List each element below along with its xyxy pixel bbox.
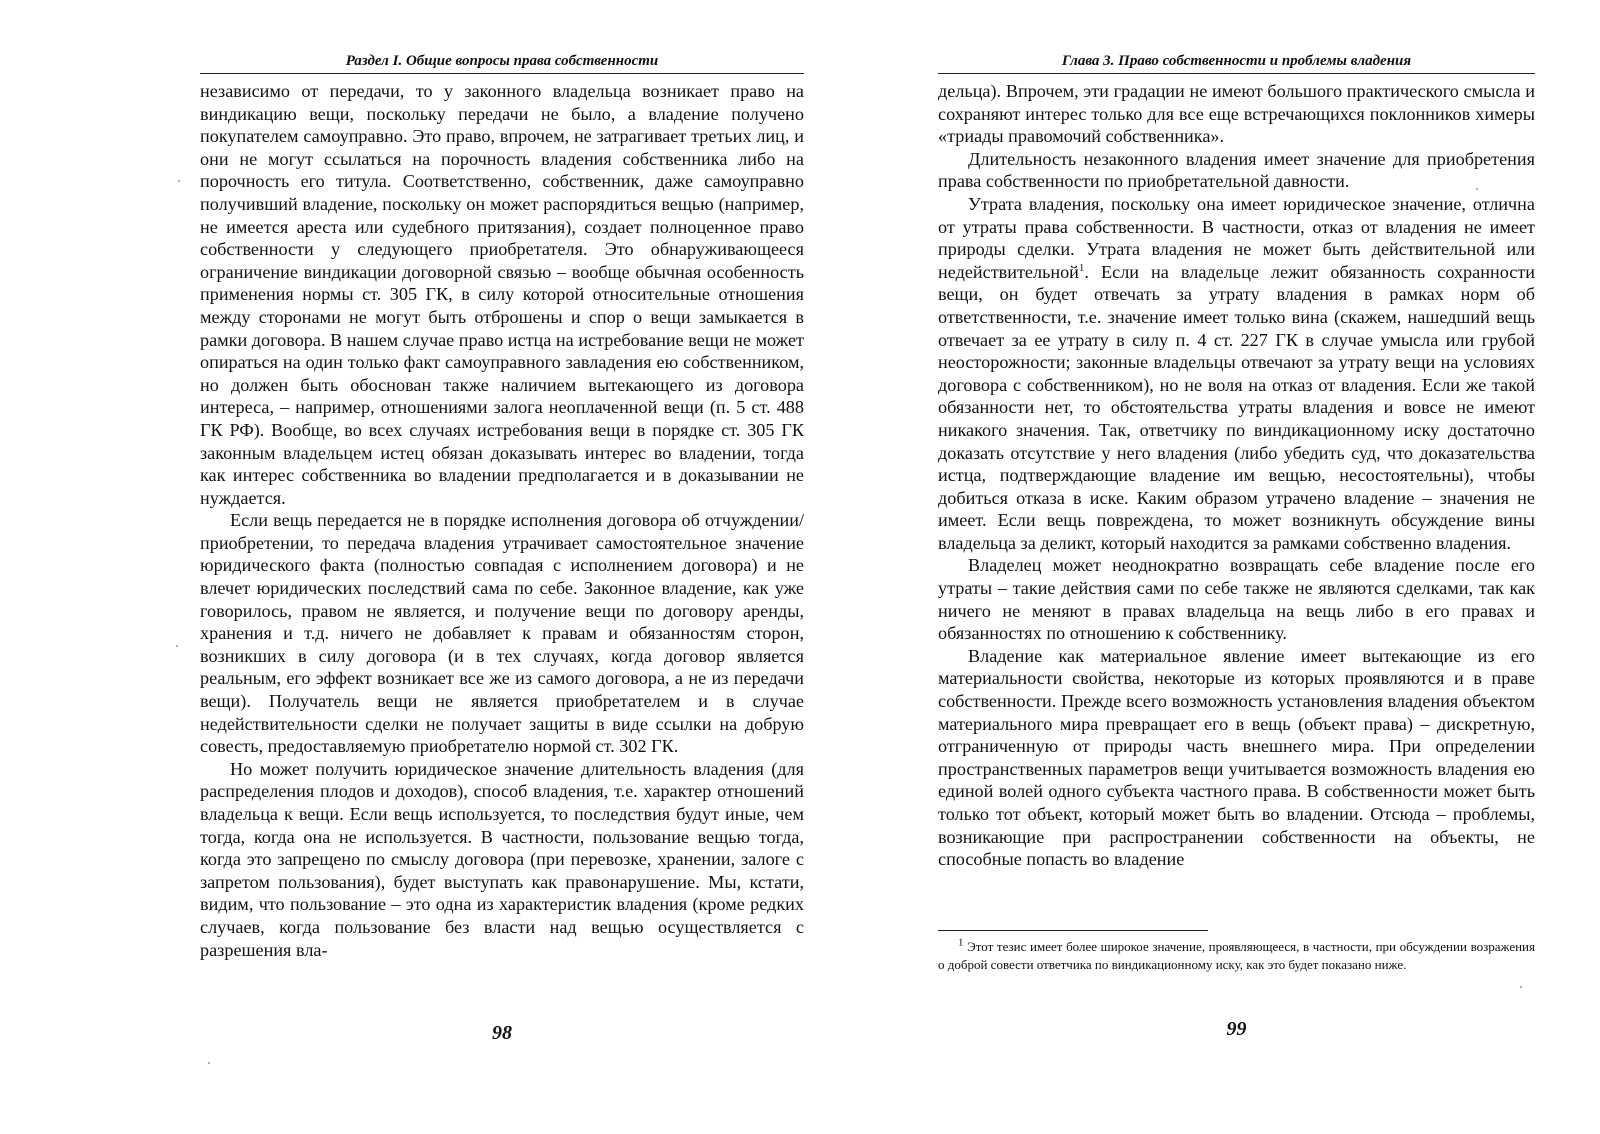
left-page-body xyxy=(200,80,804,961)
right-page xyxy=(938,0,1535,1040)
running-head-left: Раздел I. Общие вопросы права собственности xyxy=(200,52,804,74)
footnote-reference: 1 xyxy=(1078,261,1085,274)
left-page xyxy=(200,0,804,1044)
running-head-right: Глава 3. Право собственности и проблемы владения xyxy=(938,52,1535,74)
footnote-divider xyxy=(938,930,1208,931)
paragraph: Длительность незаконного владения имеет значение для приобретения права собственности по приобретательной давности. xyxy=(938,148,1535,192)
footnote-marker: 1 xyxy=(958,936,964,949)
paragraph: дельца). Впрочем, эти градации не имеют большого практического смысла и сохраняют интерес только для все еще встречающихся поклонников химеры «триады правомочий собственника». xyxy=(938,81,1535,147)
footnote xyxy=(938,938,1535,974)
paragraph: Если вещь передается не в порядке исполнения договора об отчуждении/приобретении, то передача владения утрачивает самостоятельное значение юридического факта (полностью совпадая с исполнением договора) и не влечет юридических последствий сама по себе. Законное владение, как уже говорилось, правом не является, и получение вещи по договору аренды, хранения и т.д. ничего не добавляет к правам и обязанностям сторон, возникших в силу договора (и в тех случаях, когда договор является реальным, его эффект возникает все же из самого договора, а не из передачи вещи). Получатель вещи не является приобретателем и в случае недействительности сделки не получает защиты в виде ссылки на добрую совесть, предоставляемую приобретателю нормой ст. 302 ГК. xyxy=(200,510,804,757)
paragraph: Владелец может неоднократно возвращать себе владение после его утраты – такие действия сами по себе также не являются сделками, так как ничего не меняют в правах владельца на вещь либо в его правах и обязанностях по отношению к собственнику. xyxy=(938,555,1535,644)
paragraph-with-footnote-ref xyxy=(938,193,1535,555)
page-number-right: 99 xyxy=(1226,1018,1247,1040)
paragraph-text-part: Утрата владения, поскольку она имеет юридическое значение, отлична от утраты права собственности. В частности, отказ от владения не имеет природы сделки. Утрата владения не может быть действительной или недействительной xyxy=(938,193,1535,282)
scan-speck xyxy=(176,645,178,647)
scan-speck xyxy=(208,1062,210,1064)
paragraph: Владение как материальное явление имеет вытекающие из его материальности свойства, некоторые из которых проявляются и в праве собственности. Прежде всего возможность установления владения объектом материального мира превращает его в вещь (объект права) – дискретную, отграниченную от природы часть внешнего мира. При определении пространственных параметров вещи учитывается возможность владения ею единой волей одного субъекта частного права. В собственности может быть только тот объект, который может быть во владении. Отсюда – проблемы, возникающие при распространении собственности на объекты, не способные попасть во владение xyxy=(938,645,1535,870)
paragraph: Но может получить юридическое значение длительность владения (для распределения плодов и доходов), способ владения, т.е. характер отношений владельца к вещи. Если вещь используется, то последствия будут иные, чем тогда, когда она не используется. В частности, пользование вещью тогда, когда это запрещено по смыслу договора (при перевозке, хранении, залоге с запретом пользования), будет выступать как правонарушение. Мы, кстати, видим, что пользование – это одна из характеристик владения (кроме редких случаев, когда пользование без власти над вещью осуществляется с разрешения вла- xyxy=(200,758,804,960)
footnote-text: Этот тезис имеет более широкое значение, проявляющееся, в частности, при обсуждении возражения о доброй совести ответчика по виндикационному иску, как это будет показано ниже. xyxy=(938,939,1535,972)
paragraph: независимо от передачи, то у законного владельца возникает право на виндикацию вещи, поскольку передачи не было, а владение получено покупателем самоуправно. Это право, впрочем, не затрагивает третьих лиц, и они не могут ссылаться на порочность владения собственника либо на порочность его титула. Соответственно, собственник, даже самоуправно получивший владение, поскольку он может распорядиться вещью (например, не имеется ареста или судебного притязания), создает полноценное право собственности у следующего приобретателя. Это обнаруживающееся ограничение виндикации договорной связью – вообще обычная особенность применения нормы ст. 305 ГК, в силу которой относительные отношения между сторонами не могут быть отброшены и спор о вещи замыкается в рамки договора. В нашем случае право истца на истребование вещи не может опираться на один только факт самоуправного завладения ею собственником, но должен быть обоснован также наличием вытекающего из договора интереса, – например, отношениями залога неоплаченной вещи (п. 5 ст. 488 ГК РФ). Вообще, во всех случаях истребования вещи в порядке ст. 305 ГК законным владельцем истец обязан доказывать интерес во владении, тогда как интерес собственника во владении предполагается и в доказывании не нуждается. xyxy=(200,81,804,508)
scan-speck xyxy=(178,180,180,182)
right-page-body xyxy=(938,80,1535,871)
paragraph-text-part: . Если на владельце лежит обязанность сохранности вещи, он будет отвечать за утрату владения в рамках норм об ответственности, т.е. значение имеет только вина (скажем, нашедший вещь отвечает за ее утрату в силу п. 4 ст. 227 ГК в случае умысла или грубой неосторожности; законные владельцы отвечают за утрату вещи на условиях договора с собственником), но не воля на отказ от владения. Если же такой обязанности нет, то обстоятельства утраты владения и вовсе не имеют никакого значения. Так, ответчику по виндикационному иску достаточно доказать отсутствие у него владения (либо убедить суд, что доказательства истца, подтверждающие владение им вещью, несостоятельны), чтобы добиться отказа в иске. Каким образом утрачено владение – значения не имеет. Если вещь повреждена, то может возникнуть обсуждение вины владельца за деликт, который находится за рамками собственно владения. xyxy=(938,261,1535,553)
scan-speck xyxy=(1520,986,1522,988)
page-number-left: 98 xyxy=(492,1022,512,1044)
scan-speck xyxy=(1476,188,1478,190)
